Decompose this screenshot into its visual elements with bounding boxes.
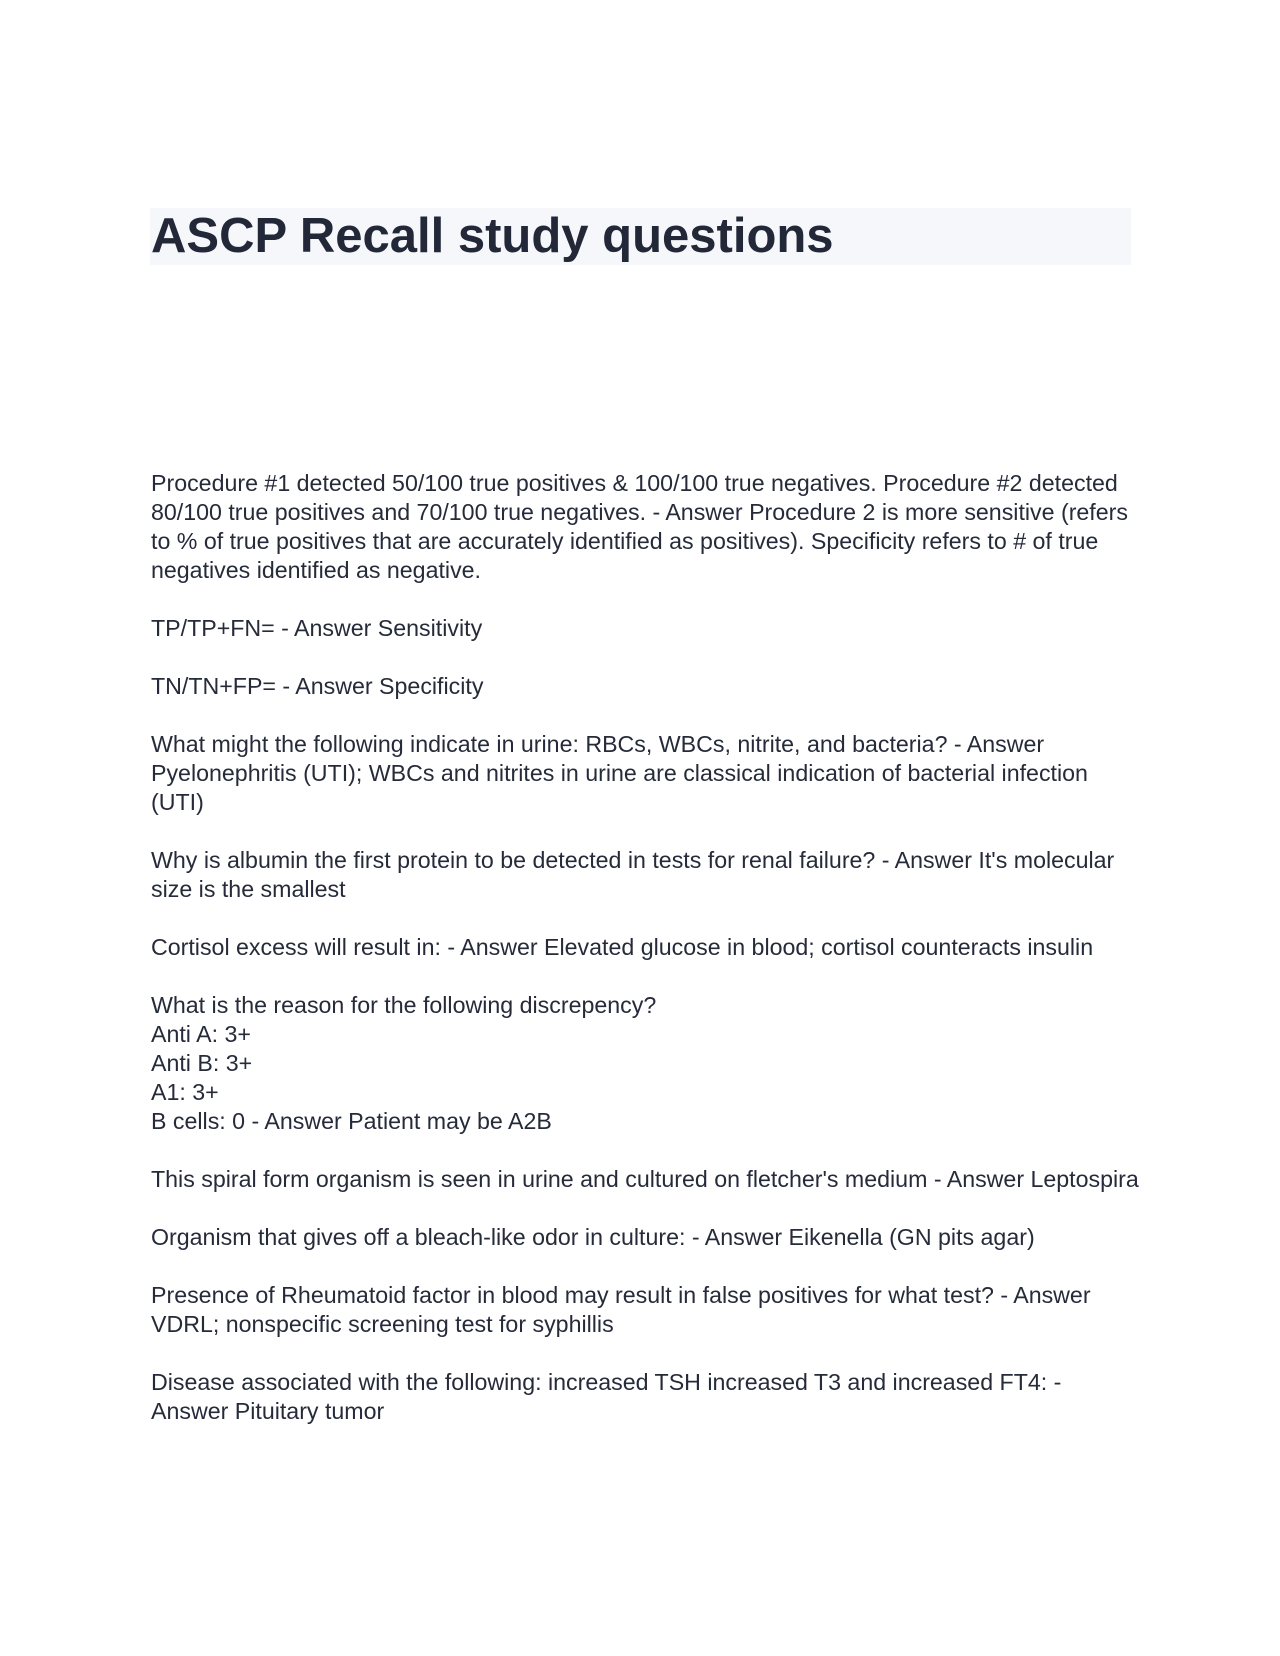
qa-item: TN/TN+FP= - Answer Specificity [151,673,484,699]
qa-item: This spiral form organism is seen in urine and cultured on fletcher's medium - Answer Leptospira [151,1166,1139,1192]
qa-item: Procedure #1 detected 50/100 true positives & 100/100 true negatives. Procedure #2 detected 80/100 true positives and 70/100 true negatives. - Answer Procedure 2 is more sensitive (refers to % of true positives that are accurately identified as positives). Specificity refers to # of true negatives identified as negative. [151,470,1128,583]
qa-item: Cortisol excess will result in: - Answer Elevated glucose in blood; cortisol counteracts insulin [151,934,1094,960]
qa-item: Presence of Rheumatoid factor in blood may result in false positives for what test? - Answer VDRL; nonspecific screening test for syphillis [151,1282,1091,1337]
qa-item: TP/TP+FN= - Answer Sensitivity [151,615,483,641]
qa-item: Organism that gives off a bleach-like odor in culture: - Answer Eikenella (GN pits agar) [151,1224,1035,1250]
qa-item: Disease associated with the following: increased TSH increased T3 and increased FT4: - Answer Pituitary tumor [151,1369,1062,1424]
qa-item: What might the following indicate in urine: RBCs, WBCs, nitrite, and bacteria? - Answer Pyelonephritis (UTI); WBCs and nitrites in urine are classical indication of bacterial infection (UTI) [151,731,1088,815]
qa-item: What is the reason for the following discrepency? Anti A: 3+ Anti B: 3+ A1: 3+ B cells: 0 - Answer Patient may be A2B [151,992,657,1134]
question-answer-list [151,469,1141,1426]
qa-item: Why is albumin the first protein to be detected in tests for renal failure? - Answer It's molecular size is the smallest [151,847,1115,902]
page-title: ASCP Recall study questions [151,209,834,263]
